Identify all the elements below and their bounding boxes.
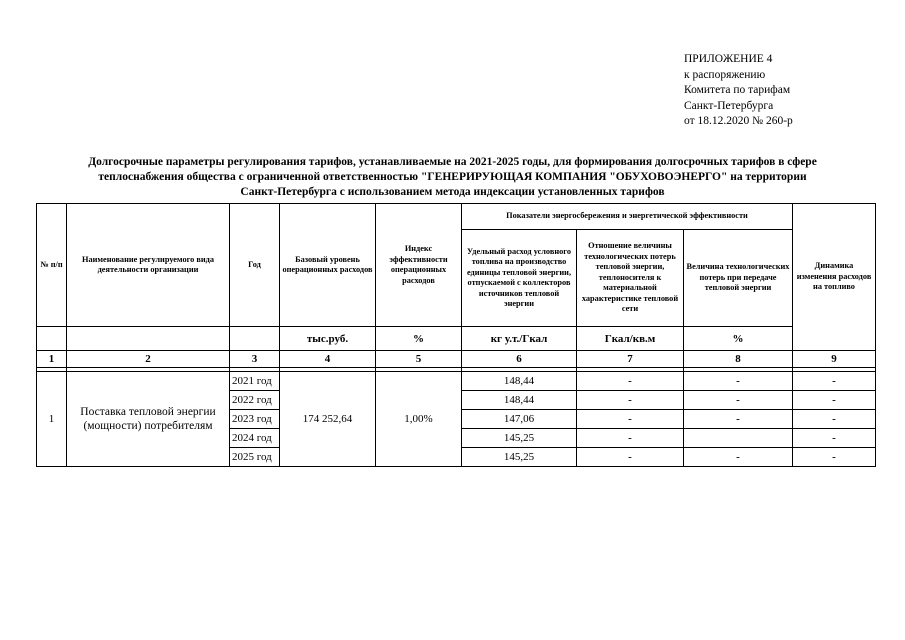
appendix-line: Санкт-Петербурга [684, 99, 774, 112]
appendix-date: от 18.12.2020 № 260-р [684, 115, 793, 127]
column-number: 8 [684, 351, 793, 368]
title-line: Долгосрочные параметры регулирования тарифов, устанавливаемые на 2021-2025 годы, для формирования долгосрочных тарифов в сфере [88, 156, 817, 168]
loss-ratio-value: - [577, 410, 684, 429]
units-empty [230, 327, 280, 351]
year-cell: 2025 год [230, 448, 280, 467]
specific-fuel-value: 148,44 [462, 372, 577, 391]
loss-ratio-value: - [577, 372, 684, 391]
header-base-level: Базовый уровень операционных расходов [280, 204, 376, 327]
column-number: 9 [793, 351, 876, 368]
parameters-table [36, 203, 876, 467]
appendix-line: к распоряжению [684, 68, 766, 81]
fuel-dynamics-value: - [793, 429, 876, 448]
loss-ratio-value: - [577, 429, 684, 448]
column-number: 4 [280, 351, 376, 368]
unit-index: % [376, 327, 462, 351]
column-number: 3 [230, 351, 280, 368]
loss-ratio-value: - [577, 391, 684, 410]
header-activity: Наименование регулируемого вида деятельности организации [67, 204, 230, 327]
appendix-title: ПРИЛОЖЕНИЕ 4 [684, 53, 773, 65]
loss-ratio-value: - [577, 448, 684, 467]
fuel-dynamics-value: - [793, 372, 876, 391]
appendix-block [684, 52, 894, 130]
table-row [37, 372, 876, 391]
header-year: Год [230, 204, 280, 327]
column-number: 2 [67, 351, 230, 368]
year-cell: 2023 год [230, 410, 280, 429]
document-title [60, 155, 845, 200]
fuel-dynamics-value: - [793, 391, 876, 410]
specific-fuel-value: 148,44 [462, 391, 577, 410]
header-specific-fuel: Удельный расход условного топлива на производство единицы тепловой энергии, отпускаемой с коллекторов источников тепловой энергии [462, 230, 577, 327]
year-cell: 2021 год [230, 372, 280, 391]
specific-fuel-value: 145,25 [462, 429, 577, 448]
column-number: 6 [462, 351, 577, 368]
base-level-value: 174 252,64 [280, 372, 376, 467]
tech-losses-value: - [684, 391, 793, 410]
row-number: 1 [37, 372, 67, 467]
fuel-dynamics-value: - [793, 410, 876, 429]
fuel-dynamics-value: - [793, 448, 876, 467]
tech-losses-value: - [684, 448, 793, 467]
specific-fuel-value: 147,06 [462, 410, 577, 429]
unit-tech-losses: % [684, 327, 793, 351]
tech-losses-value: - [684, 372, 793, 391]
year-cell: 2024 год [230, 429, 280, 448]
title-line: теплоснабжения общества с ограниченной ответственностью "ГЕНЕРИРУЮЩАЯ КОМПАНИЯ "ОБУХОВОЭНЕРГО" на территории [98, 171, 807, 183]
header-loss-ratio: Отношение величины технологических потерь тепловой энергии, теплоносителя к материальной характеристике тепловой сети [577, 230, 684, 327]
specific-fuel-value: 145,25 [462, 448, 577, 467]
units-row [37, 327, 876, 351]
year-cell: 2022 год [230, 391, 280, 410]
column-numbers-row [37, 351, 876, 368]
unit-base-level: тыс.руб. [280, 327, 376, 351]
header-tech-losses: Величина технологических потерь при передаче тепловой энергии [684, 230, 793, 327]
tech-losses-value: - [684, 410, 793, 429]
title-line: Санкт-Петербурга с использованием метода индексации установленных тарифов [240, 186, 665, 198]
column-number: 5 [376, 351, 462, 368]
header-num: № п/п [37, 204, 67, 327]
activity-name: Поставка тепловой энергии (мощности) потребителям [67, 372, 230, 467]
column-number: 1 [37, 351, 67, 368]
index-value: 1,00% [376, 372, 462, 467]
header-index: Индекс эффективности операционных расходов [376, 204, 462, 327]
unit-specific-fuel: кг у.т./Гкал [462, 327, 577, 351]
header-energy-group: Показатели энергосбережения и энергетической эффективности [462, 204, 793, 230]
header-fuel-dynamics: Динамика изменения расходов на топливо [793, 204, 876, 351]
units-empty [67, 327, 230, 351]
tech-losses-value [684, 429, 793, 448]
appendix-line: Комитета по тарифам [684, 84, 791, 96]
units-empty [37, 327, 67, 351]
column-number: 7 [577, 351, 684, 368]
unit-loss-ratio: Гкал/кв.м [577, 327, 684, 351]
header-row [37, 204, 876, 230]
